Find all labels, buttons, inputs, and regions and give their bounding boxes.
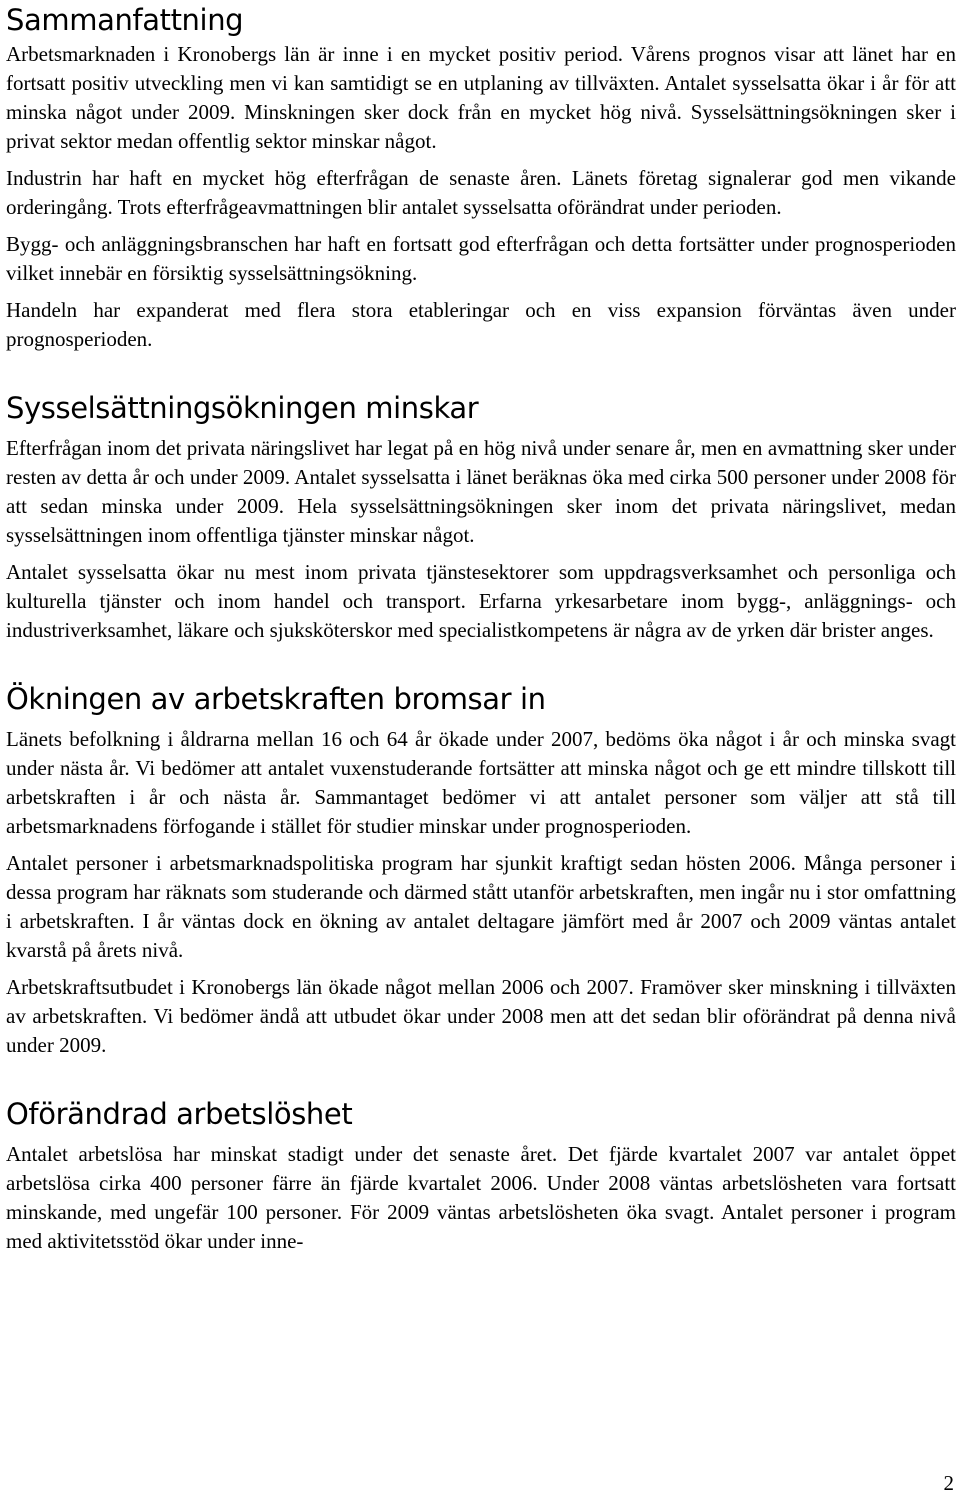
section-heading-sammanfattning: Sammanfattning (6, 3, 244, 37)
paragraph: Handeln har expanderat med flera stora etableringar och en viss expansion förväntas även under prognosperioden. (6, 298, 956, 351)
page-number: 2 (943, 1471, 954, 1495)
paragraph: Antalet sysselsatta ökar nu mest inom privata tjänstesektorer som uppdragsverksamhet och personliga och kulturella tjänster och inom handel och transport. Erfarna yrkesarbetare inom bygg-, anläggnings- och industriverksamhet, läkare och sjuksköterskor med specialistkompetens är några av de yrken där brister anges. (6, 560, 956, 642)
paragraph: Antalet personer i arbetsmarknadspolitiska program har sjunkit kraftigt sedan hösten 2006. Många personer i dessa program har räknats som studerande och därmed stått utanför arbetskraften, men ingår nu i stor omfattning i arbetskraften. I år väntas dock en ökning av antalet deltagare jämfört med år 2007 och 2009 väntas antalet kvarstå på årets nivå. (6, 851, 956, 962)
paragraph: Arbetskraftsutbudet i Kronobergs län ökade något mellan 2006 och 2007. Framöver sker minskning i tillväxten av arbetskraften. Vi bedömer ändå att utbudet ökar under 2008 men att det sedan blir oförändrat på denna nivå under 2009. (6, 975, 956, 1057)
paragraph: Bygg- och anläggningsbranschen har haft en fortsatt god efterfrågan och detta fortsätter under prognosperioden vilket innebär en försiktig sysselsättningsökning. (6, 232, 956, 285)
section-heading-arbetskraften: Ökningen av arbetskraften bromsar in (6, 682, 546, 716)
document-page (6, 0, 956, 1256)
paragraph: Länets befolkning i åldrarna mellan 16 och 64 år ökade under 2007, bedöms öka något i år och minska svagt under nästa år. Vi bedömer att antalet vuxenstuderande fortsätter att minska något och ge ett mindre tillskott till arbetskraften i år och nästa år. Sammantaget bedömer vi att antalet personer som väljer att stå till arbetsmarknadens förfogande i stället för studier minskar under prognosperioden. (6, 727, 956, 838)
paragraph: Industrin har haft en mycket hög efterfrågan de senaste åren. Länets företag signalerar god men vikande orderingång. Trots efterfrågeavmattningen blir antalet sysselsatta oförändrat under perioden. (6, 166, 956, 219)
section-heading-sysselsattning: Sysselsättningsökningen minskar (6, 391, 479, 425)
section-heading-arbetsloshet: Oförändrad arbetslöshet (6, 1097, 353, 1131)
paragraph: Antalet arbetslösa har minskat stadigt under det senaste året. Det fjärde kvartalet 2007 var antalet öppet arbetslösa cirka 400 personer färre än fjärde kvartalet 2006. Under 2008 väntas arbetslösheten vara fortsatt minskande, med ungefär 100 personer. För 2009 väntas arbetslösheten öka svagt. Antalet personer i program med aktivitetsstöd ökar under inne- (6, 1142, 956, 1253)
paragraph: Efterfrågan inom det privata näringslivet har legat på en hög nivå under senare år, men en avmattning sker under resten av detta år och under 2009. Antalet sysselsatta i länet beräknas öka med cirka 500 personer under 2008 för att sedan minska under 2009. Hela sysselsättningsökningen sker inom det privata näringslivet, medan sysselsättningen inom offentliga tjänster minskar något. (6, 436, 956, 547)
paragraph: Arbetsmarknaden i Kronobergs län är inne i en mycket positiv period. Vårens prognos visar att länet har en fortsatt positiv utveckling men vi kan samtidigt se en utplaning av tillväxten. Antalet sysselsatta ökar i år för att minska något under 2009. Minskningen sker dock från en mycket hög nivå. Sysselsättningsökningen sker i privat sektor medan offentlig sektor minskar något. (6, 42, 956, 153)
